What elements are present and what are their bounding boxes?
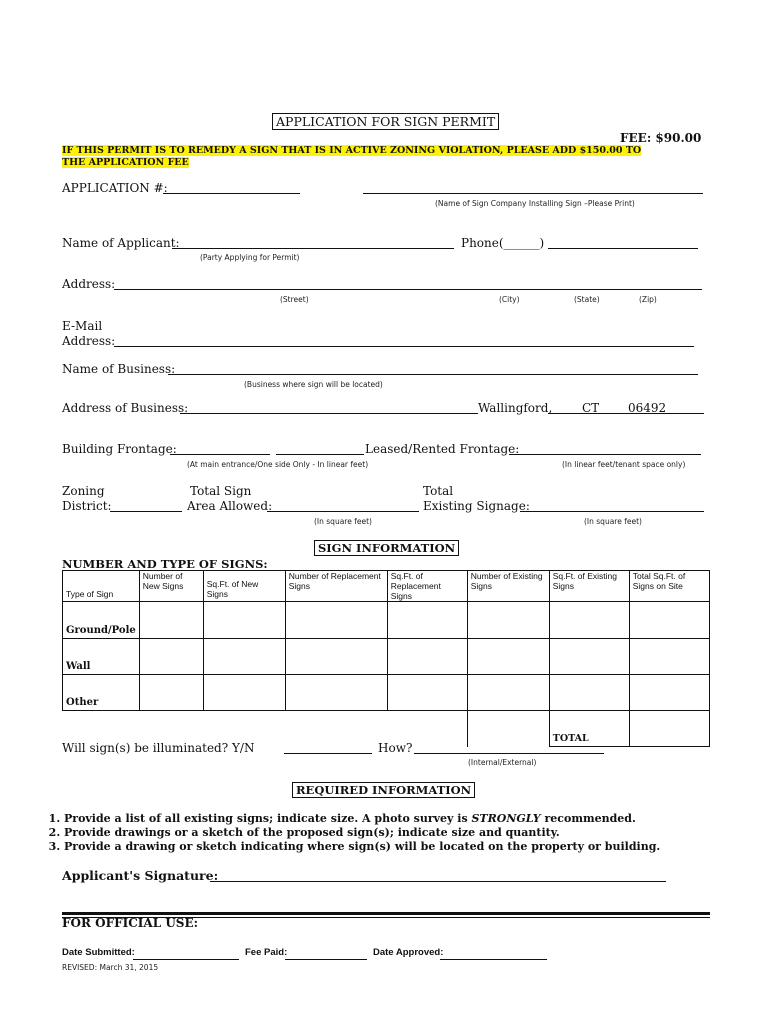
business-city-underline	[548, 413, 704, 414]
email-label-address: Address:	[62, 334, 116, 348]
column-header: Sq.Ft. of Replacement Signs	[387, 571, 467, 602]
phone-label: Phone(______)	[461, 236, 545, 250]
address-field[interactable]	[114, 289, 702, 290]
table-cell[interactable]	[285, 639, 387, 675]
application-number-field[interactable]	[163, 193, 300, 194]
phone-field[interactable]	[548, 248, 698, 249]
table-cell[interactable]	[629, 639, 709, 675]
how-field[interactable]	[414, 753, 604, 754]
fee-label: FEE: $90.00	[620, 131, 702, 145]
street-hint: (Street)	[280, 295, 309, 304]
table-cell[interactable]	[549, 675, 629, 711]
column-header: Number of Existing Signs	[467, 571, 549, 602]
building-frontage-field-2[interactable]	[276, 454, 364, 455]
column-header: Type of Sign	[63, 571, 140, 602]
row-label: Other	[63, 675, 140, 711]
revised-date: REVISED: March 31, 2015	[62, 963, 159, 972]
business-address-label: Address of Business:	[62, 401, 189, 415]
date-submitted-label: Date Submitted:	[62, 947, 135, 958]
email-label: E-Mail	[62, 319, 103, 333]
table-cell[interactable]	[549, 602, 629, 639]
existing-signage-hint: (In square feet)	[584, 517, 642, 526]
applicant-hint: (Party Applying for Permit)	[200, 253, 300, 262]
signs-table	[62, 570, 710, 747]
business-hint: (Business where sign will be located)	[244, 380, 383, 389]
column-header: Number of New Signs	[139, 571, 203, 602]
illuminated-field[interactable]	[284, 753, 372, 754]
table-cell[interactable]	[387, 602, 467, 639]
total-cell[interactable]	[629, 711, 709, 747]
how-hint: (Internal/External)	[468, 758, 537, 767]
business-zip: 06492	[628, 401, 667, 415]
list-item: 2. Provide drawings or a sketch of the proposed sign(s); indicate size and quantity.	[64, 826, 660, 840]
date-submitted-field[interactable]	[133, 959, 239, 960]
table-cell[interactable]	[203, 602, 285, 639]
business-city: Wallingford,	[478, 401, 553, 415]
fee-paid-field[interactable]	[285, 959, 367, 960]
column-header: Sq.Ft. of Existing Signs	[549, 571, 629, 602]
list-item: 1. Provide a list of all existing signs; indicate size. A photo survey is STRONGLY recommended.	[64, 812, 660, 826]
leased-frontage-field[interactable]	[509, 454, 701, 455]
building-frontage-field[interactable]	[170, 454, 270, 455]
zip-hint: (Zip)	[639, 295, 657, 304]
table-header-row	[63, 571, 710, 602]
table-cell[interactable]	[139, 602, 203, 639]
table-cell[interactable]	[285, 675, 387, 711]
sign-company-hint: (Name of Sign Company Installing Sign –Please Print)	[435, 199, 635, 208]
table-row	[63, 675, 710, 711]
zoning-label: Zoning	[62, 484, 105, 498]
table-cell[interactable]	[387, 675, 467, 711]
leased-frontage-label: Leased/Rented Frontage:	[365, 442, 520, 456]
signature-field[interactable]	[210, 881, 666, 882]
table-cell[interactable]	[203, 675, 285, 711]
business-state: CT	[582, 401, 600, 415]
zoning-district-label: District:	[62, 499, 112, 513]
table-cell[interactable]	[285, 602, 387, 639]
number-type-label: NUMBER AND TYPE OF SIGNS:	[62, 557, 268, 571]
building-frontage-hint: (At main entrance/One side Only - In linear feet)	[187, 460, 369, 469]
violation-notice-text: IF THIS PERMIT IS TO REMEDY A SIGN THAT IS IN ACTIVE ZONING VIOLATION, PLEASE ADD $150.00 TO THE APPLICATION FEE	[62, 145, 642, 168]
applicant-field[interactable]	[172, 248, 454, 249]
table-row	[63, 639, 710, 675]
total-sign-hint: (In square feet)	[314, 517, 372, 526]
leased-frontage-hint: (In linear feet/tenant space only)	[562, 460, 686, 469]
row-label: Ground/Pole	[63, 602, 140, 639]
table-cell[interactable]	[139, 639, 203, 675]
business-name-field[interactable]	[168, 374, 698, 375]
email-field[interactable]	[114, 346, 694, 347]
date-approved-label: Date Approved:	[373, 947, 444, 958]
illuminated-label: Will sign(s) be illuminated? Y/N	[62, 741, 255, 755]
table-cell[interactable]	[467, 675, 549, 711]
column-header: Total Sq.Ft. of Signs on Site	[629, 571, 709, 602]
required-list	[46, 812, 660, 854]
sign-information-heading: SIGN INFORMATION	[314, 540, 459, 556]
city-hint: (City)	[499, 295, 520, 304]
building-frontage-label: Building Frontage:	[62, 442, 177, 456]
existing-signage-field[interactable]	[520, 511, 704, 512]
column-header: Sq.Ft. of New Signs	[203, 571, 285, 602]
table-cell[interactable]	[549, 639, 629, 675]
fee-paid-label: Fee Paid:	[245, 947, 288, 958]
form-title: APPLICATION FOR SIGN PERMIT	[272, 113, 499, 130]
state-hint: (State)	[574, 295, 600, 304]
total-label: TOTAL	[549, 711, 629, 747]
existing-total-label: Total	[423, 484, 454, 498]
violation-notice	[62, 145, 662, 169]
date-approved-field[interactable]	[440, 959, 547, 960]
total-sign-area-field[interactable]	[267, 511, 419, 512]
address-label: Address:	[62, 277, 116, 291]
table-cell[interactable]	[629, 602, 709, 639]
list-item: 3. Provide a drawing or sketch indicating where sign(s) will be located on the property or building.	[64, 840, 660, 854]
required-information-heading: REQUIRED INFORMATION	[292, 782, 475, 798]
total-sign-label: Total Sign	[190, 484, 252, 498]
row-label: Wall	[63, 639, 140, 675]
business-address-field[interactable]	[180, 413, 478, 414]
signature-label: Applicant's Signature:	[62, 868, 219, 883]
table-row	[63, 602, 710, 639]
table-cell[interactable]	[467, 639, 549, 675]
column-header: Number of Replacement Signs	[285, 571, 387, 602]
business-name-label: Name of Business:	[62, 362, 176, 376]
table-cell[interactable]	[467, 602, 549, 639]
how-label: How?	[378, 741, 413, 755]
sign-company-field[interactable]	[363, 193, 703, 194]
existing-signage-label: Existing Signage:	[423, 499, 530, 513]
total-sign-area-label: Area Allowed:	[187, 499, 273, 513]
official-use-heading: FOR OFFICIAL USE:	[62, 916, 199, 930]
table-cell[interactable]	[203, 639, 285, 675]
zoning-district-field[interactable]	[110, 511, 182, 512]
divider	[62, 912, 710, 915]
application-number-label: APPLICATION #:	[62, 181, 168, 195]
table-cell[interactable]	[387, 639, 467, 675]
applicant-label: Name of Applicant:	[62, 236, 180, 250]
table-cell[interactable]	[139, 675, 203, 711]
table-cell[interactable]	[629, 675, 709, 711]
